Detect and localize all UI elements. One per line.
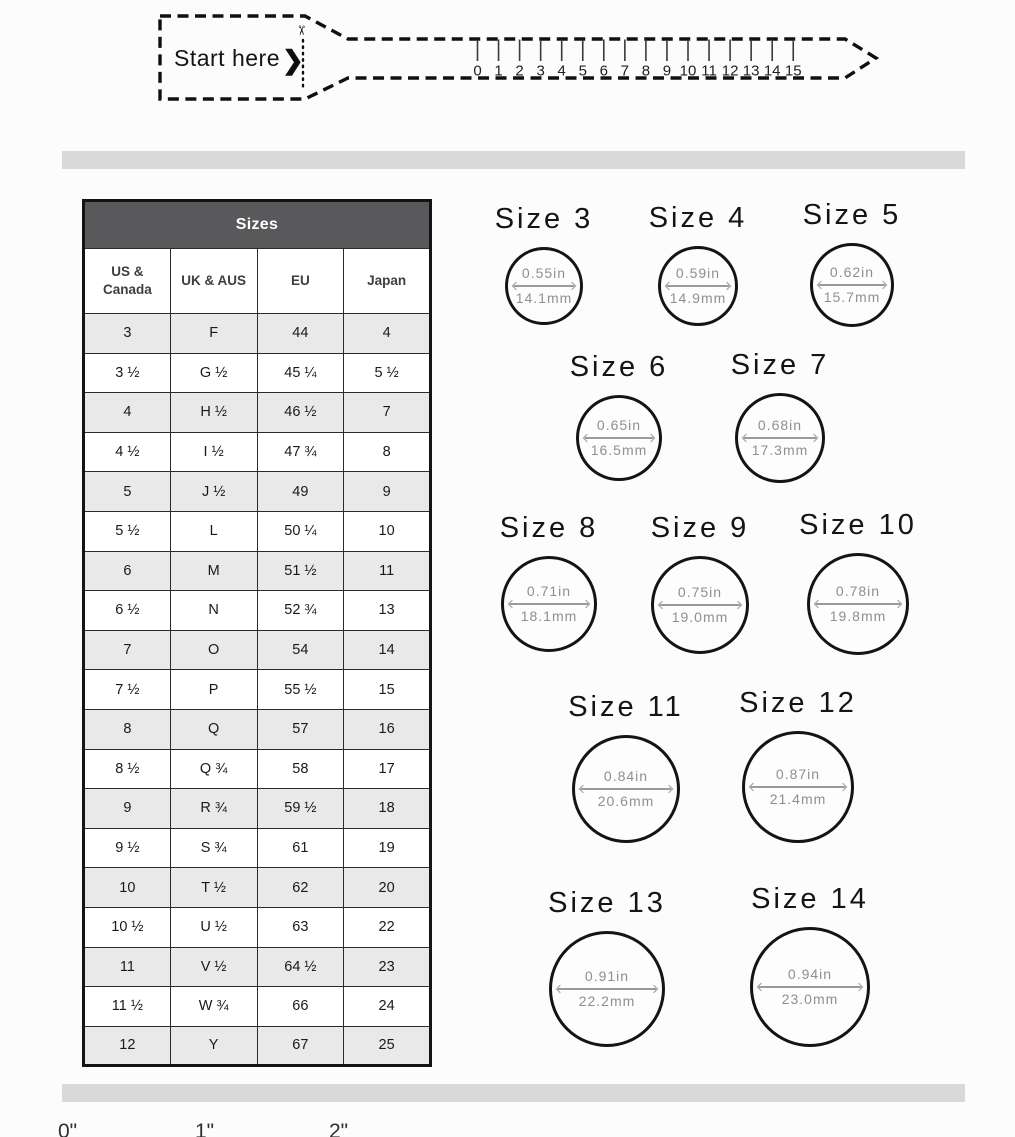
table-cell: N xyxy=(170,591,257,631)
ring-size-title: Size 7 xyxy=(730,349,830,381)
table-cell: 5 xyxy=(84,472,171,512)
ruler-tick-label: 1 xyxy=(494,62,503,80)
ruler-tick-label: 15 xyxy=(784,62,802,80)
ring-diameter-inches: 0.84in xyxy=(603,767,649,784)
table-cell: 55 ½ xyxy=(257,670,344,710)
table-cell: 57 xyxy=(257,709,344,749)
ring-circle xyxy=(807,553,909,655)
table-cell: 16 xyxy=(344,709,431,749)
ring-size-title: Size 11 xyxy=(568,691,684,723)
ring-circle xyxy=(750,927,870,1047)
ring-circle xyxy=(572,735,680,843)
start-here-label: Start here xyxy=(174,45,280,71)
table-cell: 6 xyxy=(84,551,171,591)
table-cell: O xyxy=(170,630,257,670)
ring-diameter-mm: 14.9mm xyxy=(669,289,727,306)
ring-circle xyxy=(810,243,894,327)
table-cell: 9 ½ xyxy=(84,828,171,868)
ring-diameter-inches: 0.55in xyxy=(521,264,567,281)
table-cell: H ½ xyxy=(170,393,257,433)
table-cell: 10 xyxy=(84,868,171,908)
ring-diameter-inches: 0.94in xyxy=(787,965,833,982)
ring-diameter-inches: 0.62in xyxy=(829,263,875,280)
table-cell: J ½ xyxy=(170,472,257,512)
ring-circle xyxy=(735,393,825,483)
table-cell: 8 ½ xyxy=(84,749,171,789)
diameter-arrow-icon xyxy=(660,604,740,605)
ring-diameter-mm: 23.0mm xyxy=(781,990,839,1007)
table-cell: M xyxy=(170,551,257,591)
table-cell: P xyxy=(170,670,257,710)
ruler-tick-label: 9 xyxy=(662,62,672,80)
ring-circle xyxy=(549,931,665,1047)
diameter-arrow-icon xyxy=(667,285,729,286)
table-cell: 4 xyxy=(344,314,431,354)
table-cell: 25 xyxy=(344,1026,431,1066)
table-cell: 8 xyxy=(344,432,431,472)
diameter-arrow-icon xyxy=(510,603,588,604)
ring-diameter-mm: 19.8mm xyxy=(829,607,887,624)
diameter-arrow-icon xyxy=(816,603,900,604)
table-cell: 8 xyxy=(84,709,171,749)
ring-size-title: Size 13 xyxy=(548,887,666,919)
ruler-tick-label: 4 xyxy=(557,62,566,80)
table-cell: Y xyxy=(170,1026,257,1066)
table-cell: 11 ½ xyxy=(84,987,171,1027)
ring-diameter-mm: 20.6mm xyxy=(597,792,655,809)
column-header: UK & AUS xyxy=(170,249,257,314)
ring-diameter-mm: 22.2mm xyxy=(578,992,636,1009)
column-header: EU xyxy=(257,249,344,314)
table-cell: F xyxy=(170,314,257,354)
ruler-tick-label: 8 xyxy=(641,62,651,80)
table-cell: T ½ xyxy=(170,868,257,908)
ring-circle xyxy=(658,246,738,326)
ring-size-title: Size 4 xyxy=(648,202,748,234)
table-cell: 9 xyxy=(344,472,431,512)
table-cell: 46 ½ xyxy=(257,393,344,433)
ring-diameter-inches: 0.65in xyxy=(596,416,642,433)
table-cell: R ¾ xyxy=(170,789,257,829)
ring-diameter-inches: 0.78in xyxy=(835,582,881,599)
ring-circle xyxy=(651,556,749,654)
ruler-tick-label: 11 xyxy=(701,62,717,80)
table-cell: 67 xyxy=(257,1026,344,1066)
table-cell: 12 xyxy=(84,1026,171,1066)
ring-size-title: Size 5 xyxy=(802,199,902,231)
table-title: Sizes xyxy=(84,201,431,249)
ring-size-title: Size 6 xyxy=(569,351,669,383)
table-cell: 47 ¾ xyxy=(257,432,344,472)
table-cell: 17 xyxy=(344,749,431,789)
ring-diameter-mm: 16.5mm xyxy=(590,441,648,458)
table-cell: 6 ½ xyxy=(84,591,171,631)
ring-diameter-inches: 0.68in xyxy=(757,416,803,433)
table-cell: 45 ¼ xyxy=(257,353,344,393)
ruler-tick-label: 7 xyxy=(620,62,630,80)
table-cell: G ½ xyxy=(170,353,257,393)
table-cell: 58 xyxy=(257,749,344,789)
table-cell: 7 xyxy=(344,393,431,433)
table-cell: 64 ½ xyxy=(257,947,344,987)
table-cell: L xyxy=(170,511,257,551)
diameter-arrow-icon xyxy=(558,988,656,989)
diameter-arrow-icon xyxy=(514,285,574,286)
table-cell: 62 xyxy=(257,868,344,908)
table-cell: 61 xyxy=(257,828,344,868)
table-cell: 10 ½ xyxy=(84,907,171,947)
table-cell: 10 xyxy=(344,511,431,551)
diameter-arrow-icon xyxy=(585,437,653,438)
table-cell: 7 ½ xyxy=(84,670,171,710)
diameter-arrow-icon xyxy=(581,788,671,789)
table-cell: 9 xyxy=(84,789,171,829)
table-cell: S ¾ xyxy=(170,828,257,868)
ruler-tick-label: 14 xyxy=(763,62,781,80)
table-cell: Q xyxy=(170,709,257,749)
ruler-tick-label: 3 xyxy=(536,62,545,80)
scissors-icon: ✂ xyxy=(294,25,309,36)
table-cell: 54 xyxy=(257,630,344,670)
ruler-tick-label: 0 xyxy=(473,62,482,80)
ring-diameter-inches: 0.75in xyxy=(677,583,723,600)
ruler-tick-label: 5 xyxy=(578,62,587,80)
ring-circle xyxy=(576,395,662,481)
ruler-tick-label: 13 xyxy=(742,62,760,80)
ring-diameter-mm: 19.0mm xyxy=(671,608,729,625)
table-cell: V ½ xyxy=(170,947,257,987)
table-cell: 4 xyxy=(84,393,171,433)
ring-diameter-inches: 0.87in xyxy=(775,765,821,782)
table-cell: Q ¾ xyxy=(170,749,257,789)
ruler-tick-label: 6 xyxy=(599,62,608,80)
chevron-right-icon: ❯ xyxy=(282,45,304,75)
table-cell: W ¾ xyxy=(170,987,257,1027)
table-cell: 11 xyxy=(344,551,431,591)
table-cell: 44 xyxy=(257,314,344,354)
table-cell: 3 ½ xyxy=(84,353,171,393)
ruler-tick-label: 10 xyxy=(679,62,697,80)
table-cell: 24 xyxy=(344,987,431,1027)
ring-diameter-inches: 0.71in xyxy=(526,582,572,599)
ring-diameter-inches: 0.59in xyxy=(675,264,721,281)
ring-diameter-mm: 15.7mm xyxy=(823,288,881,305)
ring-circle xyxy=(501,556,597,652)
table-cell: 14 xyxy=(344,630,431,670)
inch-label: 1" xyxy=(195,1120,215,1137)
column-header: US & Canada xyxy=(84,249,171,314)
table-cell: 22 xyxy=(344,907,431,947)
table-cell: 51 ½ xyxy=(257,551,344,591)
inch-label: 0" xyxy=(58,1120,78,1137)
table-cell: 18 xyxy=(344,789,431,829)
table-cell: 11 xyxy=(84,947,171,987)
ring-size-title: Size 10 xyxy=(799,509,917,541)
ring-size-title: Size 9 xyxy=(650,512,750,544)
table-cell: 59 ½ xyxy=(257,789,344,829)
table-cell: 50 ¼ xyxy=(257,511,344,551)
ring-diameter-mm: 18.1mm xyxy=(520,607,578,624)
table-cell: 7 xyxy=(84,630,171,670)
ring-diameter-mm: 17.3mm xyxy=(751,441,809,458)
ring-size-title: Size 8 xyxy=(499,512,599,544)
ring-diameter-mm: 14.1mm xyxy=(515,289,573,306)
ring-size-title: Size 3 xyxy=(494,203,594,235)
table-cell: 63 xyxy=(257,907,344,947)
diameter-arrow-icon xyxy=(751,786,845,787)
diameter-arrow-icon xyxy=(744,437,816,438)
bottom-inch-ruler xyxy=(0,1120,1015,1137)
table-cell: 15 xyxy=(344,670,431,710)
column-header: Japan xyxy=(344,249,431,314)
table-cell: 13 xyxy=(344,591,431,631)
ring-diameter-mm: 21.4mm xyxy=(769,790,827,807)
table-cell: I ½ xyxy=(170,432,257,472)
table-cell: 4 ½ xyxy=(84,432,171,472)
ruler-tick-label: 12 xyxy=(721,62,739,80)
ring-size-title: Size 14 xyxy=(751,883,869,915)
ruler-tick-label: 2 xyxy=(515,62,524,80)
ring-diameter-inches: 0.91in xyxy=(584,967,630,984)
ring-circle xyxy=(742,731,854,843)
table-cell: 52 ¾ xyxy=(257,591,344,631)
table-cell: 66 xyxy=(257,987,344,1027)
diameter-arrow-icon xyxy=(759,986,861,987)
table-cell: 49 xyxy=(257,472,344,512)
diameter-arrow-icon xyxy=(819,284,885,285)
table-cell: 3 xyxy=(84,314,171,354)
table-cell: 5 ½ xyxy=(84,511,171,551)
table-cell: 19 xyxy=(344,828,431,868)
table-cell: U ½ xyxy=(170,907,257,947)
inch-label: 2" xyxy=(329,1120,349,1137)
ring-size-title: Size 12 xyxy=(739,687,857,719)
ring-circle xyxy=(505,247,583,325)
table-cell: 5 ½ xyxy=(344,353,431,393)
table-cell: 20 xyxy=(344,868,431,908)
table-cell: 23 xyxy=(344,947,431,987)
